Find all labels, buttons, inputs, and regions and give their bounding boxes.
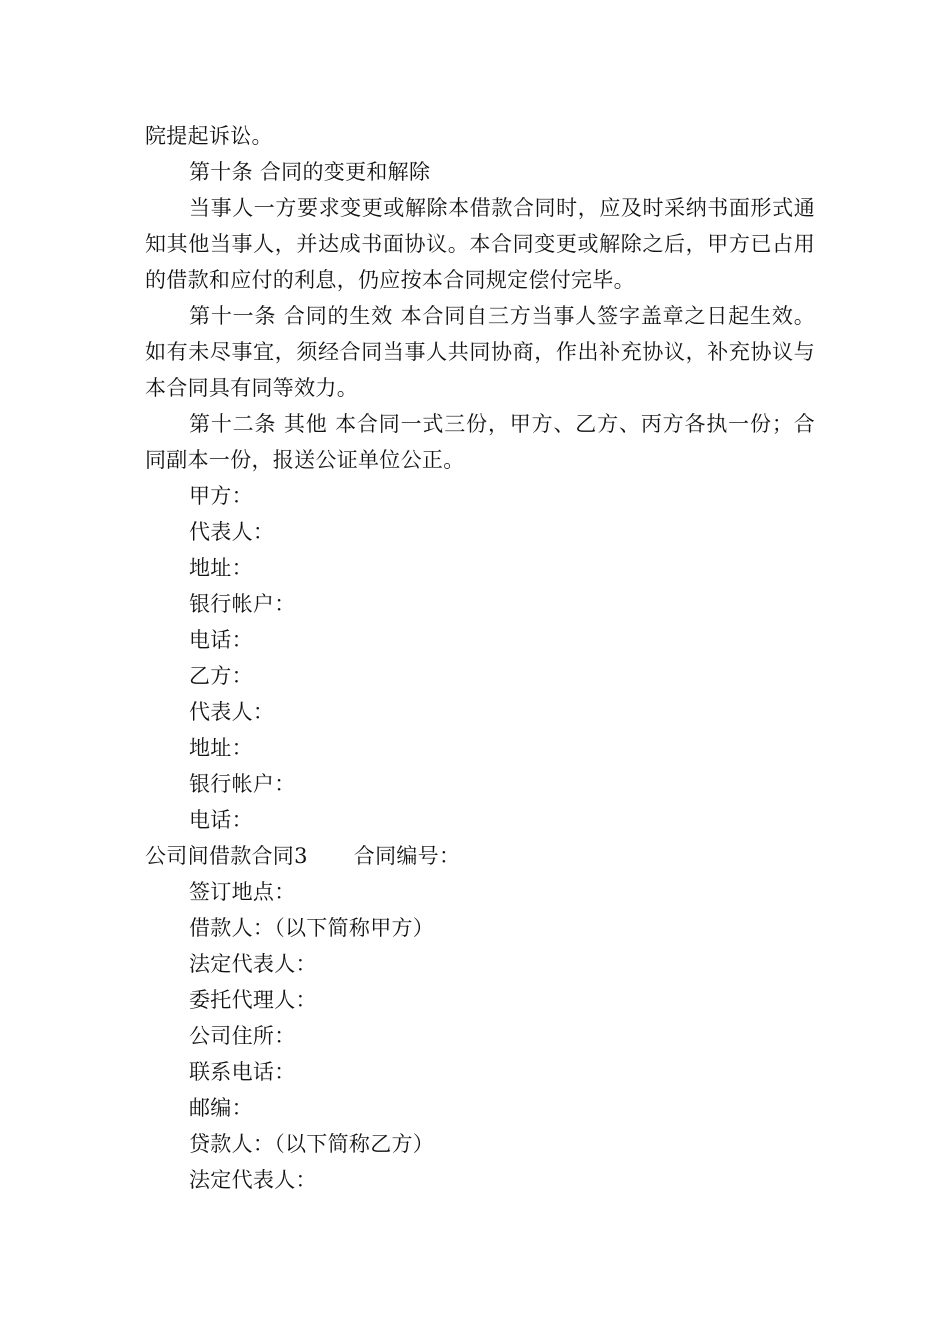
article-11: 第十一条 合同的生效 本合同自三方当事人签字盖章之日起生效。如有未尽事宜，须经合同当事人共同协商，作出补充协议，补充协议与本合同具有同等效力。: [145, 304, 815, 400]
party-b-label: 乙方：: [189, 664, 253, 688]
borrower-label: 借款人：（以下简称甲方）: [189, 916, 435, 940]
contract-heading-line: [145, 838, 815, 874]
party-a-label: 甲方：: [189, 484, 253, 508]
article-12: 第十二条 其他 本合同一式三份，甲方、乙方、丙方各执一份；合同副本一份，报送公证单位公正。: [145, 412, 815, 472]
borrower-legal-representative: 法定代表人：: [189, 952, 317, 976]
party-b-bank-account: 银行帐户：: [189, 772, 296, 796]
borrower-postcode: 邮编：: [189, 1096, 253, 1120]
party-a-representative: 代表人：: [189, 520, 275, 544]
party-a-address: 地址：: [189, 556, 253, 580]
borrower-phone: 联系电话：: [189, 1060, 296, 1084]
borrower-agent: 委托代理人：: [189, 988, 317, 1012]
signing-place: 签订地点：: [189, 880, 296, 904]
contract-title: 公司间借款合同3: [145, 844, 308, 868]
lender-legal-representative: 法定代表人：: [189, 1168, 317, 1192]
document-body: [145, 118, 815, 1198]
party-a-phone: 电话：: [189, 628, 253, 652]
borrower-address: 公司住所：: [189, 1024, 296, 1048]
party-b-representative: 代表人：: [189, 700, 275, 724]
party-b-address: 地址：: [189, 736, 253, 760]
lender-label: 贷款人：（以下简称乙方）: [189, 1132, 435, 1156]
article-10-heading: 第十条 合同的变更和解除: [189, 160, 431, 184]
article-10-body: 当事人一方要求变更或解除本借款合同时，应及时采纳书面形式通知其他当事人，并达成书面协议。本合同变更或解除之后，甲方已占用的借款和应付的利息，仍应按本合同规定偿付完毕。: [145, 196, 815, 292]
party-b-phone: 电话：: [189, 808, 253, 832]
paragraph-continuation: 院提起诉讼。: [145, 124, 273, 148]
contract-number-label: 合同编号：: [353, 844, 461, 868]
party-a-bank-account: 银行帐户：: [189, 592, 296, 616]
